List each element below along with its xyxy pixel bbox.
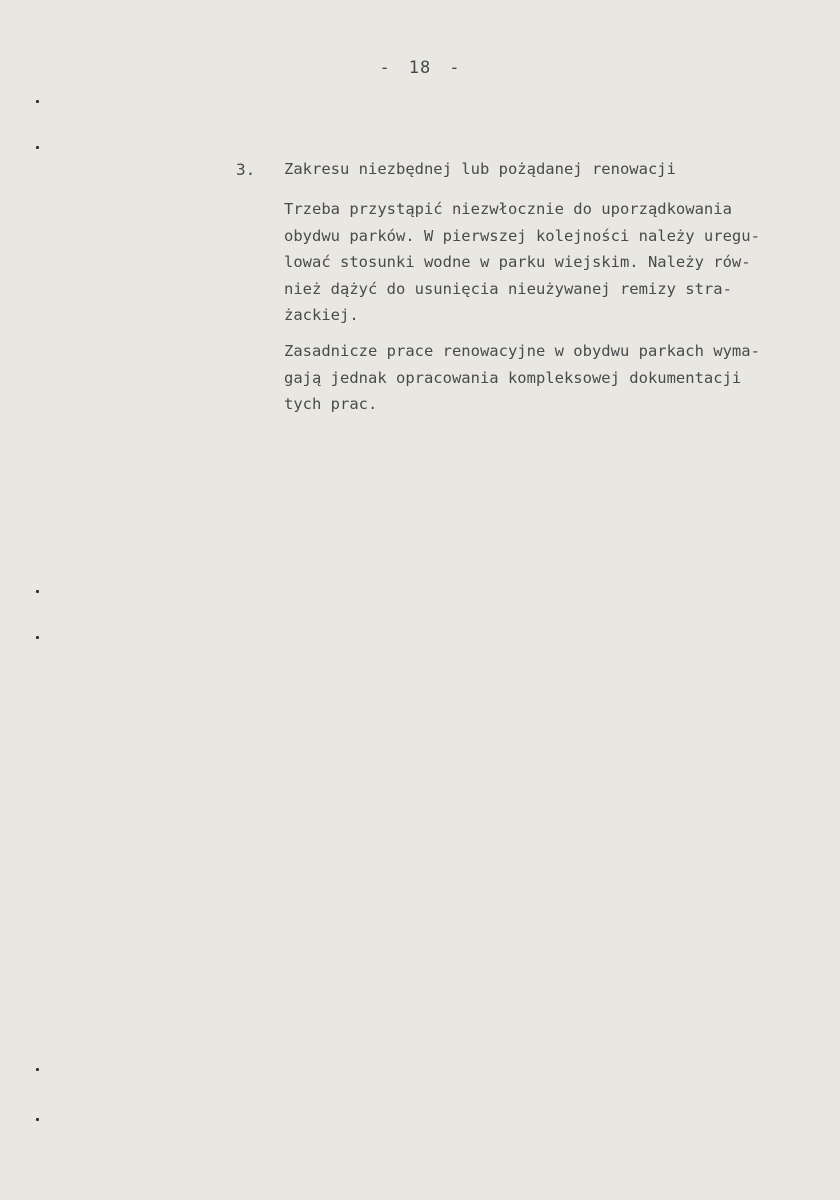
paragraph-line: lować stosunki wodne w parku wiejskim. Należy rów-	[284, 253, 751, 271]
binder-hole-mark	[36, 1068, 39, 1071]
binder-hole-mark	[36, 1118, 39, 1121]
page-number: 18	[408, 58, 432, 78]
paragraph-line: Trzeba przystąpić niezwłocznie do uporządkowania	[284, 200, 732, 218]
section-heading: Zakresu niezbędnej lub pożądanej renowacji	[284, 160, 676, 178]
binder-hole-mark	[36, 636, 39, 639]
paragraph-line: nież dążyć do usunięcia nieużywanej remizy stra-	[284, 279, 732, 298]
section-number: 3.	[236, 160, 256, 179]
paragraph-line: żackiej.	[284, 306, 359, 324]
page-number-dash-right: -	[449, 58, 461, 78]
page-number-dash-left: -	[379, 58, 391, 78]
paragraph-line: Zasadnicze prace renowacyjne w obydwu parkach wyma-	[284, 342, 760, 360]
paragraph-line: obydwu parków. W pierwszej kolejności należy uregu-	[284, 226, 760, 245]
paragraph-line: tych prac.	[284, 395, 378, 413]
binder-hole-mark	[36, 146, 39, 149]
paragraph-line: gają jednak opracowania kompleksowej dokumentacji	[284, 368, 742, 387]
page-number-header	[0, 58, 840, 78]
binder-hole-mark	[36, 100, 39, 103]
binder-hole-mark	[36, 590, 39, 593]
paragraph-2	[284, 338, 824, 418]
paragraph-1	[284, 196, 824, 329]
